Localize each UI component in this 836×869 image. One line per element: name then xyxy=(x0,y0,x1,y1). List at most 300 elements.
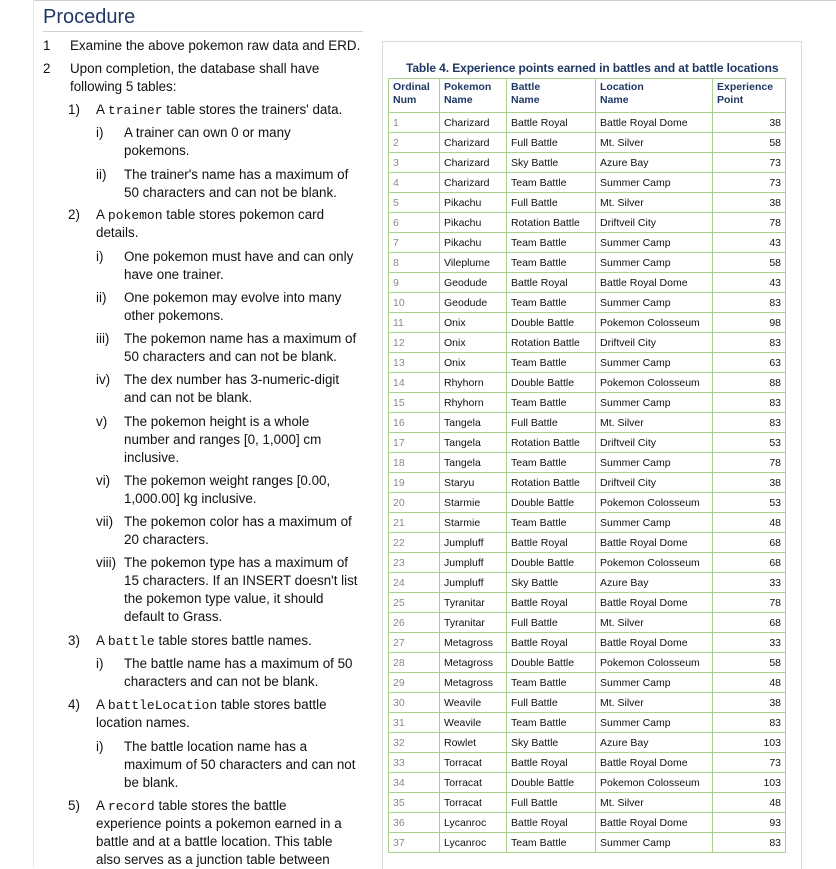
ordinal-cell: 13 xyxy=(389,353,440,373)
pokemon-cell: Pikachu xyxy=(440,233,507,253)
experience-cell: 98 xyxy=(713,313,786,333)
pokemon-cell: Starmie xyxy=(440,513,507,533)
battle-cell: Battle Royal xyxy=(507,593,596,613)
table-row xyxy=(389,833,786,853)
experience-cell: 78 xyxy=(713,213,786,233)
ordinal-cell: 8 xyxy=(389,253,440,273)
location-cell: Summer Camp xyxy=(596,513,713,533)
location-cell: Summer Camp xyxy=(596,673,713,693)
procedure-line: The pokemon color has a maximum of xyxy=(124,514,352,529)
list-number: vi) xyxy=(96,473,111,488)
experience-cell: 43 xyxy=(713,233,786,253)
ordinal-cell: 12 xyxy=(389,333,440,353)
location-cell: Mt. Silver xyxy=(596,613,713,633)
pokemon-cell: Metagross xyxy=(440,633,507,653)
list-number: iii) xyxy=(96,331,110,346)
list-number: i) xyxy=(96,656,104,671)
ordinal-cell: 5 xyxy=(389,193,440,213)
table-row xyxy=(389,333,786,353)
pokemon-cell: Vileplume xyxy=(440,253,507,273)
procedure-line: One pokemon may evolve into many xyxy=(124,290,342,305)
experience-cell: 73 xyxy=(713,153,786,173)
heading-divider xyxy=(43,31,363,32)
line-text: A xyxy=(96,633,108,648)
location-cell: Pokemon Colosseum xyxy=(596,313,713,333)
battle-cell: Full Battle xyxy=(507,613,596,633)
pokemon-cell: Jumpluff xyxy=(440,553,507,573)
table-row xyxy=(389,213,786,233)
procedure-line: The pokemon height is a whole xyxy=(124,414,310,429)
location-cell: Battle Royal Dome xyxy=(596,273,713,293)
table-row xyxy=(389,453,786,473)
pokemon-cell: Jumpluff xyxy=(440,573,507,593)
line-text: table stores battle names. xyxy=(154,633,312,648)
line-text: table stores pokemon card xyxy=(162,207,325,222)
procedure-line: maximum of 50 characters and can not xyxy=(124,757,356,772)
table-row xyxy=(389,253,786,273)
list-number: i) xyxy=(96,125,104,140)
table-row xyxy=(389,313,786,333)
ordinal-cell: 18 xyxy=(389,453,440,473)
location-cell: Mt. Silver xyxy=(596,413,713,433)
battle-cell: Full Battle xyxy=(507,693,596,713)
procedure-line: Examine the above pokemon raw data and ERD. xyxy=(70,38,361,53)
ordinal-cell: 37 xyxy=(389,833,440,853)
battle-cell: Battle Royal xyxy=(507,633,596,653)
table-row xyxy=(389,553,786,573)
ordinal-cell: 31 xyxy=(389,713,440,733)
ordinal-cell: 27 xyxy=(389,633,440,653)
pokemon-cell: Metagross xyxy=(440,653,507,673)
battle-cell: Battle Royal xyxy=(507,753,596,773)
table-row xyxy=(389,773,786,793)
procedure-line: pokemons. xyxy=(124,143,190,158)
pokemon-cell: Staryu xyxy=(440,473,507,493)
location-cell: Battle Royal Dome xyxy=(596,113,713,133)
table-body xyxy=(389,113,786,853)
procedure-line: One pokemon must have and can only xyxy=(124,249,354,264)
ordinal-cell: 24 xyxy=(389,573,440,593)
pokemon-cell: Geodude xyxy=(440,293,507,313)
table-row xyxy=(389,173,786,193)
experience-cell: 38 xyxy=(713,193,786,213)
location-cell: Battle Royal Dome xyxy=(596,533,713,553)
ordinal-cell: 16 xyxy=(389,413,440,433)
ordinal-cell: 35 xyxy=(389,793,440,813)
procedure-line: The trainer's name has a maximum of xyxy=(124,167,349,182)
line-text: table stores battle xyxy=(217,697,327,712)
experience-cell: 63 xyxy=(713,353,786,373)
experience-cell: 83 xyxy=(713,293,786,313)
procedure-line: The dex number has 3-numeric-digit xyxy=(124,372,340,387)
table-caption: Table 4. Experience points earned in battles and at battle locations xyxy=(406,61,779,75)
battle-cell: Team Battle xyxy=(507,453,596,473)
battle-cell: Battle Royal xyxy=(507,813,596,833)
pokemon-cell: Rhyhorn xyxy=(440,393,507,413)
table-row xyxy=(389,633,786,653)
ordinal-cell: 22 xyxy=(389,533,440,553)
pokemon-cell: Tangela xyxy=(440,433,507,453)
experience-cell: 53 xyxy=(713,433,786,453)
line-text: A xyxy=(96,697,108,712)
ordinal-cell: 32 xyxy=(389,733,440,753)
location-cell: Summer Camp xyxy=(596,293,713,313)
table-row xyxy=(389,233,786,253)
procedure-line: and can not be blank. xyxy=(124,390,253,405)
table-name-code: battleLocation xyxy=(107,698,218,713)
list-number: 1 xyxy=(43,38,51,53)
ordinal-cell: 33 xyxy=(389,753,440,773)
experience-cell: 33 xyxy=(713,573,786,593)
procedure-line: 50 characters and can not be blank. xyxy=(124,185,337,200)
list-number: 2) xyxy=(68,207,80,222)
ordinal-cell: 15 xyxy=(389,393,440,413)
procedure-line: location names. xyxy=(96,715,190,730)
procedure-line xyxy=(96,101,342,120)
experience-cell: 58 xyxy=(713,253,786,273)
line-text: table stores the battle xyxy=(154,798,287,813)
procedure-line: Upon completion, the database shall have xyxy=(70,61,320,76)
pokemon-cell: Tyranitar xyxy=(440,613,507,633)
ordinal-cell: 10 xyxy=(389,293,440,313)
battle-cell: Double Battle xyxy=(507,493,596,513)
experience-cell: 83 xyxy=(713,333,786,353)
procedure-heading: Procedure xyxy=(43,6,136,28)
page-top-border xyxy=(33,0,836,1)
procedure-line: 50 characters and can not be blank. xyxy=(124,349,337,364)
battle-cell: Rotation Battle xyxy=(507,213,596,233)
battle-cell: Team Battle xyxy=(507,233,596,253)
ordinal-cell: 23 xyxy=(389,553,440,573)
experience-cell: 48 xyxy=(713,513,786,533)
ordinal-cell: 11 xyxy=(389,313,440,333)
battle-cell: Team Battle xyxy=(507,713,596,733)
pokemon-cell: Charizard xyxy=(440,133,507,153)
battle-cell: Battle Royal xyxy=(507,533,596,553)
battle-cell: Double Battle xyxy=(507,313,596,333)
table-row xyxy=(389,493,786,513)
location-cell: Pokemon Colosseum xyxy=(596,553,713,573)
procedure-line: 1,000.00] kg inclusive. xyxy=(124,491,257,506)
battle-cell: Team Battle xyxy=(507,353,596,373)
procedure-line: the pokemon type value, it should xyxy=(124,591,324,606)
header-location-name: Location Name xyxy=(596,79,713,113)
ordinal-cell: 3 xyxy=(389,153,440,173)
ordinal-cell: 26 xyxy=(389,613,440,633)
ordinal-cell: 9 xyxy=(389,273,440,293)
battle-cell: Team Battle xyxy=(507,513,596,533)
procedure-line: have one trainer. xyxy=(124,267,224,282)
pokemon-cell: Charizard xyxy=(440,113,507,133)
table-name-code: record xyxy=(107,799,155,814)
experience-cell: 103 xyxy=(713,773,786,793)
pokemon-cell: Starmie xyxy=(440,493,507,513)
table-row xyxy=(389,133,786,153)
location-cell: Pokemon Colosseum xyxy=(596,653,713,673)
table-name-code: pokemon xyxy=(107,208,163,223)
table-row xyxy=(389,673,786,693)
experience-cell: 68 xyxy=(713,553,786,573)
experience-cell: 83 xyxy=(713,833,786,853)
location-cell: Driftveil City xyxy=(596,473,713,493)
pokemon-cell: Lycanroc xyxy=(440,813,507,833)
procedure-line: experience points a pokemon earned in a xyxy=(96,816,342,831)
ordinal-cell: 29 xyxy=(389,673,440,693)
table-header-row xyxy=(389,79,786,113)
table-row xyxy=(389,413,786,433)
location-cell: Battle Royal Dome xyxy=(596,593,713,613)
battle-cell: Team Battle xyxy=(507,833,596,853)
list-number: viii) xyxy=(96,555,117,570)
ordinal-cell: 14 xyxy=(389,373,440,393)
line-text: A xyxy=(96,102,108,117)
pokemon-cell: Pikachu xyxy=(440,213,507,233)
battle-cell: Double Battle xyxy=(507,773,596,793)
ordinal-cell: 25 xyxy=(389,593,440,613)
procedure-line xyxy=(96,206,324,225)
header-experience-point: Experience Point xyxy=(713,79,786,113)
battle-cell: Team Battle xyxy=(507,173,596,193)
experience-cell: 48 xyxy=(713,673,786,693)
table-row xyxy=(389,273,786,293)
list-number: 1) xyxy=(68,102,80,117)
line-text: A xyxy=(96,798,108,813)
table-row xyxy=(389,113,786,133)
pokemon-cell: Lycanroc xyxy=(440,833,507,853)
location-cell: Summer Camp xyxy=(596,453,713,473)
ordinal-cell: 1 xyxy=(389,113,440,133)
experience-cell: 43 xyxy=(713,273,786,293)
table-row xyxy=(389,353,786,373)
table-row xyxy=(389,513,786,533)
procedure-line: inclusive. xyxy=(124,450,180,465)
experience-cell: 78 xyxy=(713,593,786,613)
battle-cell: Full Battle xyxy=(507,413,596,433)
pokemon-cell: Charizard xyxy=(440,153,507,173)
experience-cell: 73 xyxy=(713,753,786,773)
location-cell: Azure Bay xyxy=(596,573,713,593)
pokemon-cell: Tangela xyxy=(440,453,507,473)
ordinal-cell: 30 xyxy=(389,693,440,713)
list-number: 5) xyxy=(68,798,80,813)
experience-cell: 73 xyxy=(713,173,786,193)
battle-cell: Team Battle xyxy=(507,393,596,413)
ordinal-cell: 28 xyxy=(389,653,440,673)
battle-cell: Rotation Battle xyxy=(507,433,596,453)
table-name-code: trainer xyxy=(107,103,163,118)
ordinal-cell: 6 xyxy=(389,213,440,233)
ordinal-cell: 2 xyxy=(389,133,440,153)
experience-cell: 68 xyxy=(713,613,786,633)
list-number: 2 xyxy=(43,61,51,76)
battle-cell: Full Battle xyxy=(507,193,596,213)
experience-cell: 58 xyxy=(713,653,786,673)
location-cell: Driftveil City xyxy=(596,213,713,233)
experience-cell: 58 xyxy=(713,133,786,153)
table-row xyxy=(389,393,786,413)
location-cell: Mt. Silver xyxy=(596,693,713,713)
pokemon-cell: Geodude xyxy=(440,273,507,293)
location-cell: Mt. Silver xyxy=(596,133,713,153)
procedure-line: details. xyxy=(96,225,139,240)
location-cell: Battle Royal Dome xyxy=(596,813,713,833)
pokemon-cell: Jumpluff xyxy=(440,533,507,553)
pokemon-cell: Metagross xyxy=(440,673,507,693)
battle-cell: Double Battle xyxy=(507,373,596,393)
procedure-line xyxy=(96,797,287,816)
table-row xyxy=(389,433,786,453)
location-cell: Pokemon Colosseum xyxy=(596,373,713,393)
battle-cell: Rotation Battle xyxy=(507,333,596,353)
experience-cell: 48 xyxy=(713,793,786,813)
location-cell: Pokemon Colosseum xyxy=(596,493,713,513)
pokemon-cell: Onix xyxy=(440,313,507,333)
pokemon-cell: Torracat xyxy=(440,773,507,793)
procedure-line: number and ranges [0, 1,000] cm xyxy=(124,432,322,447)
procedure-line: 15 characters. If an INSERT doesn't list xyxy=(124,573,358,588)
list-number: iv) xyxy=(96,372,111,387)
procedure-line: other pokemons. xyxy=(124,308,224,323)
battle-cell: Sky Battle xyxy=(507,153,596,173)
table-row xyxy=(389,613,786,633)
pokemon-cell: Tyranitar xyxy=(440,593,507,613)
table-row xyxy=(389,813,786,833)
battle-cell: Team Battle xyxy=(507,253,596,273)
location-cell: Summer Camp xyxy=(596,353,713,373)
list-number: i) xyxy=(96,739,104,754)
table-row xyxy=(389,753,786,773)
location-cell: Battle Royal Dome xyxy=(596,753,713,773)
experience-cell: 83 xyxy=(713,393,786,413)
experience-cell: 93 xyxy=(713,813,786,833)
procedure-line: The pokemon type has a maximum of xyxy=(124,555,349,570)
list-number: 4) xyxy=(68,697,80,712)
location-cell: Summer Camp xyxy=(596,713,713,733)
table-row xyxy=(389,733,786,753)
experience-cell: 33 xyxy=(713,633,786,653)
table-row xyxy=(389,373,786,393)
list-number: 3) xyxy=(68,633,80,648)
header-pokemon-name: Pokemon Name xyxy=(440,79,507,113)
list-number: ii) xyxy=(96,167,107,182)
pokemon-cell: Torracat xyxy=(440,753,507,773)
location-cell: Azure Bay xyxy=(596,733,713,753)
ordinal-cell: 21 xyxy=(389,513,440,533)
location-cell: Summer Camp xyxy=(596,393,713,413)
experience-cell: 53 xyxy=(713,493,786,513)
pokemon-cell: Weavile xyxy=(440,693,507,713)
table-row xyxy=(389,593,786,613)
procedure-line: default to Grass. xyxy=(124,609,223,624)
battle-cell: Sky Battle xyxy=(507,733,596,753)
header-ordinal-num: Ordinal Num xyxy=(389,79,440,113)
pokemon-cell: Pikachu xyxy=(440,193,507,213)
list-number: v) xyxy=(96,414,108,429)
pokemon-cell: Onix xyxy=(440,353,507,373)
table-row xyxy=(389,293,786,313)
battle-cell: Double Battle xyxy=(507,653,596,673)
battle-cell: Double Battle xyxy=(507,553,596,573)
table-row xyxy=(389,153,786,173)
procedure-line: The pokemon name has a maximum of xyxy=(124,331,357,346)
experience-cell: 83 xyxy=(713,413,786,433)
pokemon-cell: Torracat xyxy=(440,793,507,813)
table-name-code: battle xyxy=(107,634,155,649)
battle-cell: Sky Battle xyxy=(507,573,596,593)
experience-cell: 103 xyxy=(713,733,786,753)
location-cell: Mt. Silver xyxy=(596,793,713,813)
pokemon-cell: Tangela xyxy=(440,413,507,433)
location-cell: Pokemon Colosseum xyxy=(596,773,713,793)
header-battle-name: Battle Name xyxy=(507,79,596,113)
procedure-line xyxy=(96,696,327,715)
pokemon-cell: Rhyhorn xyxy=(440,373,507,393)
table-row xyxy=(389,573,786,593)
pokemon-cell: Charizard xyxy=(440,173,507,193)
battle-cell: Full Battle xyxy=(507,133,596,153)
experience-cell: 38 xyxy=(713,693,786,713)
procedure-line xyxy=(96,632,312,651)
location-cell: Summer Camp xyxy=(596,253,713,273)
line-text: table stores the trainers' data. xyxy=(162,102,343,117)
table-row xyxy=(389,193,786,213)
location-cell: Battle Royal Dome xyxy=(596,633,713,653)
ordinal-cell: 36 xyxy=(389,813,440,833)
battle-cell: Team Battle xyxy=(507,673,596,693)
procedure-line: characters and can not be blank. xyxy=(124,674,319,689)
procedure-line: The battle name has a maximum of 50 xyxy=(124,656,353,671)
list-number: vii) xyxy=(96,514,114,529)
battle-cell: Rotation Battle xyxy=(507,473,596,493)
battle-cell: Battle Royal xyxy=(507,113,596,133)
experience-cell: 38 xyxy=(713,473,786,493)
experience-cell: 88 xyxy=(713,373,786,393)
battle-cell: Team Battle xyxy=(507,293,596,313)
ordinal-cell: 19 xyxy=(389,473,440,493)
table-row xyxy=(389,533,786,553)
table-row xyxy=(389,653,786,673)
procedure-line: be blank. xyxy=(124,775,179,790)
line-text: A xyxy=(96,207,108,222)
ordinal-cell: 20 xyxy=(389,493,440,513)
procedure-line: also serves as a junction table between xyxy=(96,852,330,867)
pokemon-cell: Rowlet xyxy=(440,733,507,753)
pokemon-cell: Weavile xyxy=(440,713,507,733)
list-number: ii) xyxy=(96,290,107,305)
experience-cell: 38 xyxy=(713,113,786,133)
table-row xyxy=(389,713,786,733)
location-cell: Driftveil City xyxy=(596,433,713,453)
procedure-line: The pokemon weight ranges [0.00, xyxy=(124,473,331,488)
pokemon-cell: Onix xyxy=(440,333,507,353)
experience-cell: 83 xyxy=(713,713,786,733)
experience-cell: 68 xyxy=(713,533,786,553)
location-cell: Summer Camp xyxy=(596,833,713,853)
procedure-line: A trainer can own 0 or many xyxy=(124,125,291,140)
list-number: i) xyxy=(96,249,104,264)
location-cell: Driftveil City xyxy=(596,333,713,353)
table-row xyxy=(389,473,786,493)
location-cell: Azure Bay xyxy=(596,153,713,173)
battle-cell: Full Battle xyxy=(507,793,596,813)
experience-points-table xyxy=(388,78,786,853)
ordinal-cell: 17 xyxy=(389,433,440,453)
page-left-border xyxy=(33,0,34,868)
location-cell: Summer Camp xyxy=(596,233,713,253)
experience-cell: 78 xyxy=(713,453,786,473)
ordinal-cell: 34 xyxy=(389,773,440,793)
procedure-line: The battle location name has a xyxy=(124,739,308,754)
